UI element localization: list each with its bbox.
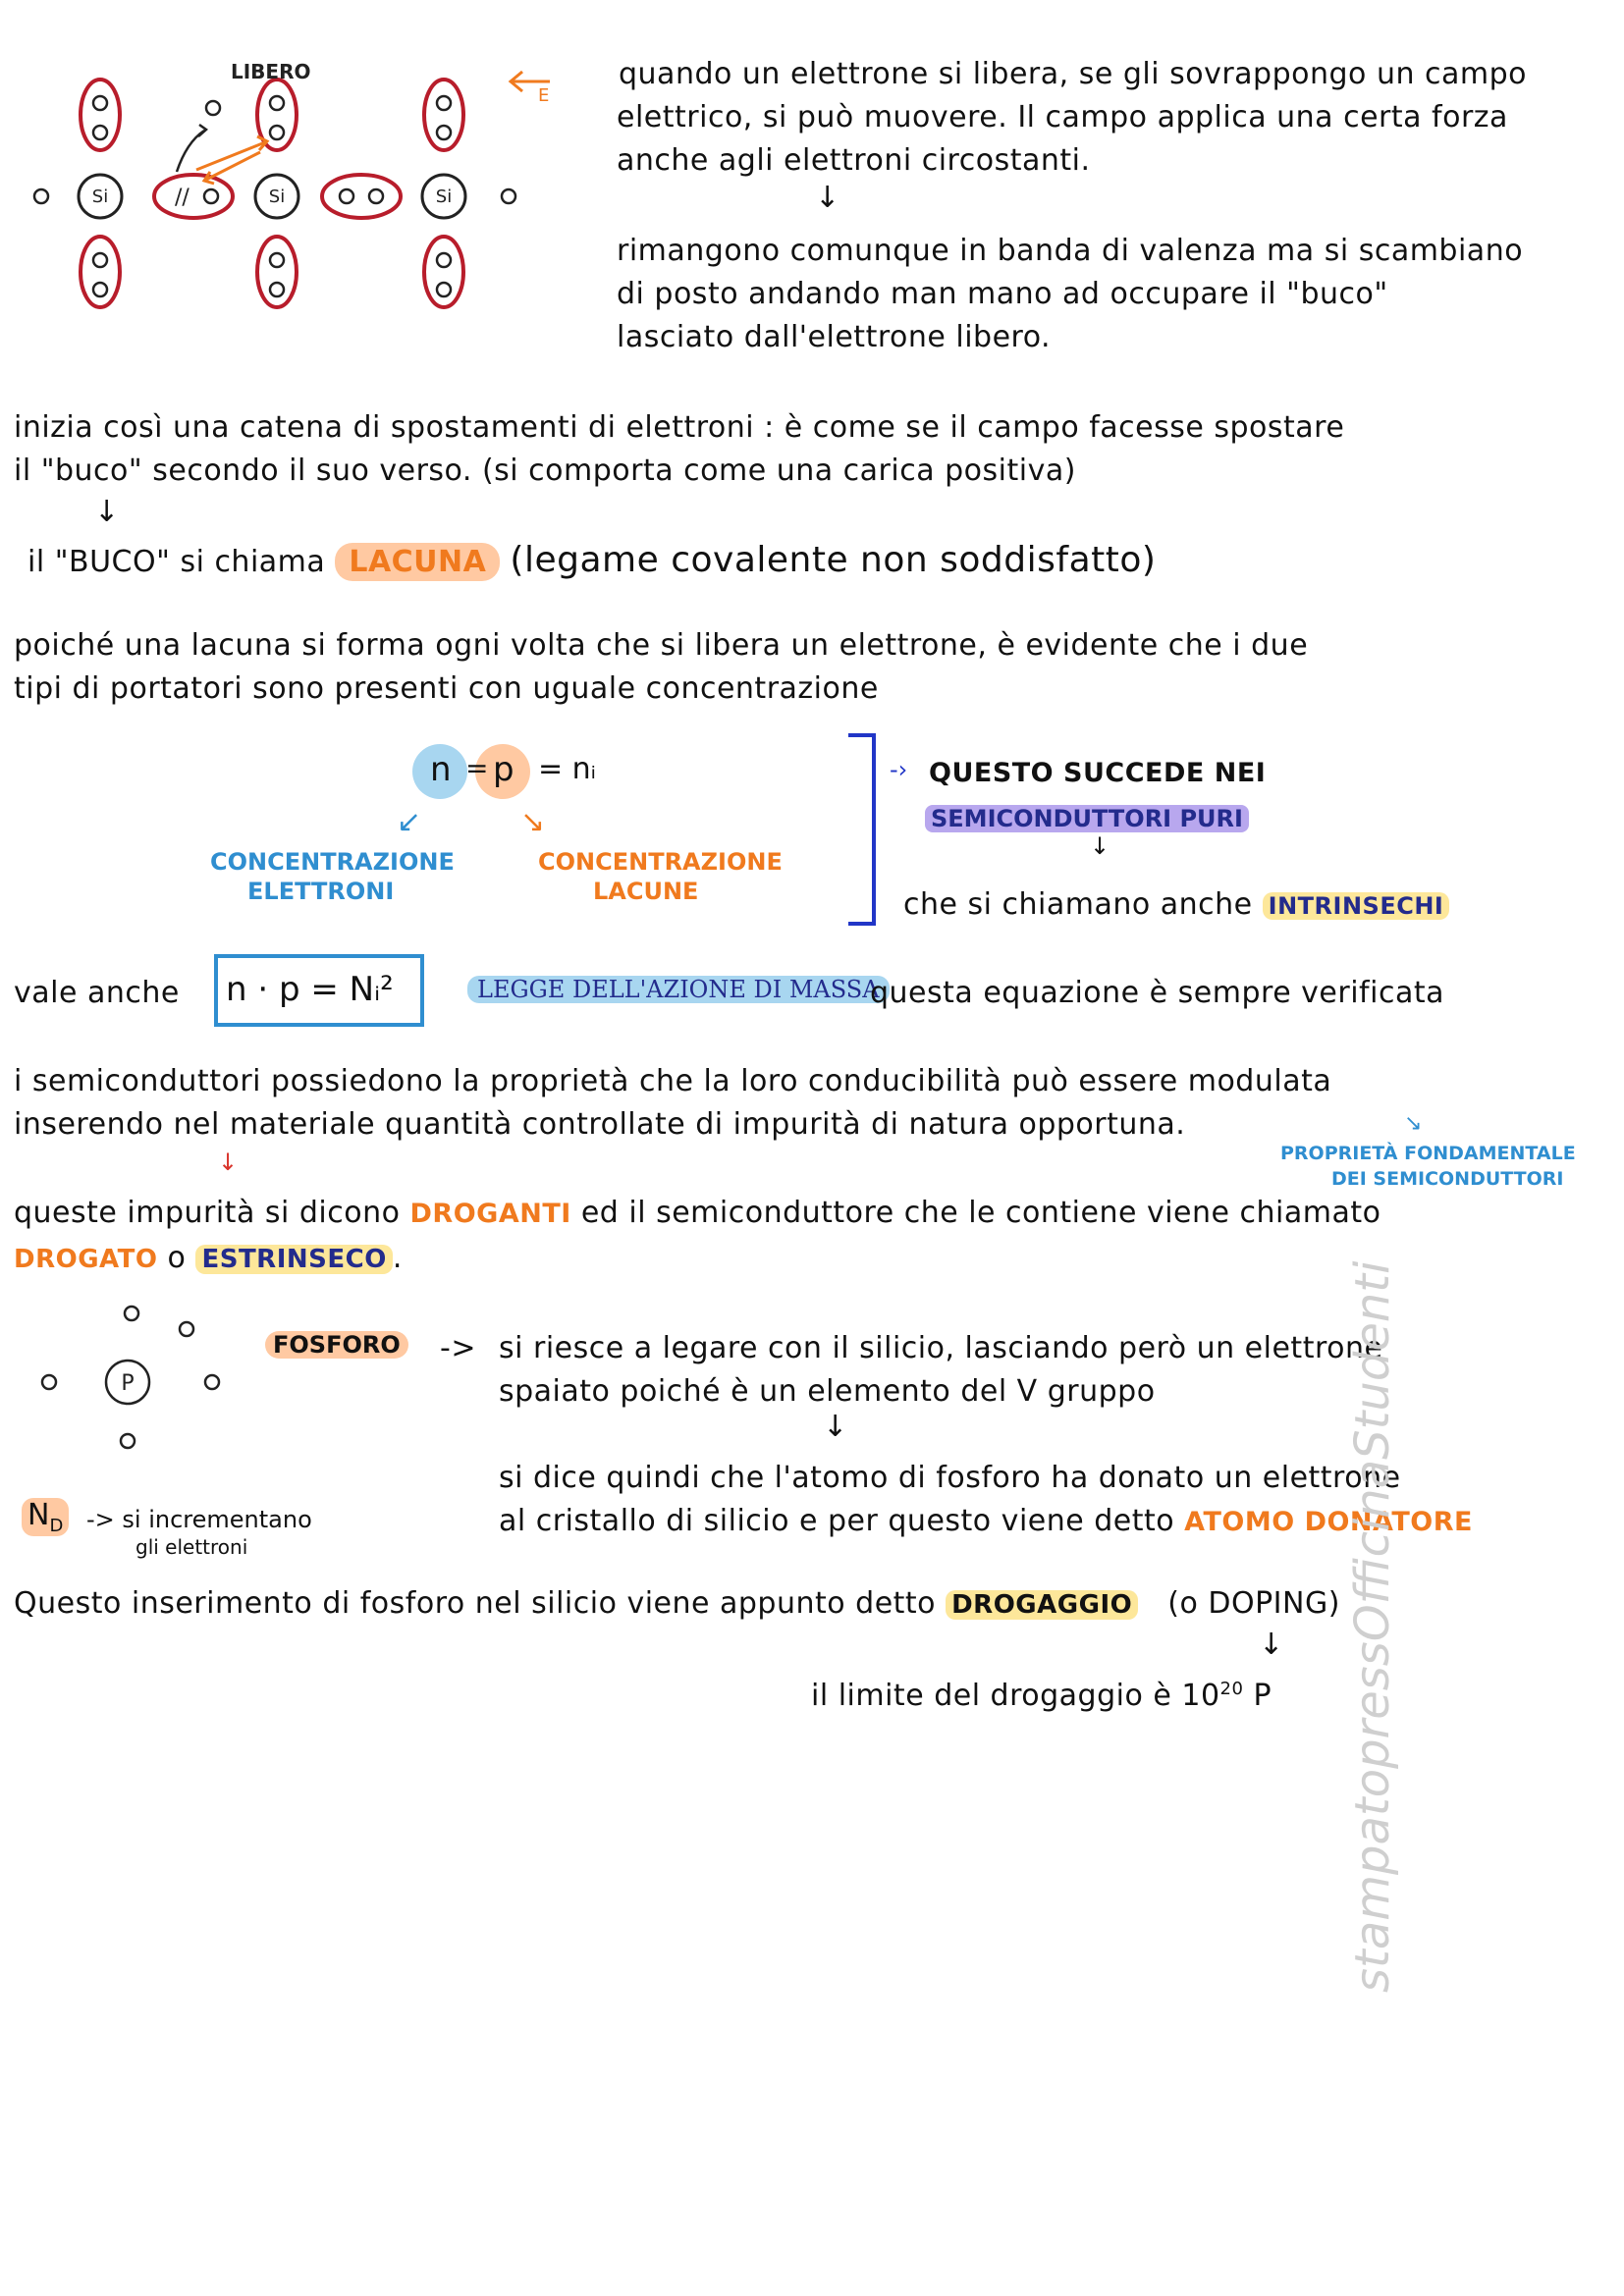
conc-lacune-2: LACUNE (593, 878, 699, 905)
limite-text: il limite del drogaggio è 10 (811, 1679, 1220, 1713)
si-atom-2: Si (268, 187, 286, 207)
legge-azione-massa (467, 976, 890, 1003)
p2-line1: inizia così una catena di spostamenti di elettroni : è come se il campo facesse spostare (14, 410, 1345, 445)
intrinseci-line (903, 887, 1449, 922)
p2-line2: il "buco" secondo il suo verso. (si comporta come una carica positiva) (14, 454, 1076, 488)
conc-lacune-1: CONCENTRAZIONE (538, 848, 783, 876)
limite-exp: 20 (1219, 1679, 1244, 1699)
p3-line2: tipi di portatori sono presenti con uguale concentrazione (14, 671, 879, 706)
limite-unit: P (1253, 1679, 1272, 1713)
vale-anche: vale anche (14, 976, 180, 1010)
note-arrow: ↘ (1404, 1111, 1423, 1136)
p4-line4 (14, 1241, 403, 1275)
conc-elettroni-1: CONCENTRAZIONE (210, 848, 455, 876)
fosforo-label: FOSFORO (265, 1331, 408, 1359)
field-label: E (538, 85, 550, 106)
nd-text1: -> si incrementano (86, 1506, 312, 1533)
drogaggio-term: DROGAGGIO (946, 1590, 1138, 1620)
nd-sub: D (49, 1516, 64, 1536)
si-atom-3: Si (435, 187, 453, 207)
buco-prefix: il "BUCO" si chiama (27, 545, 326, 579)
arrow-lacune: ↘ (520, 805, 546, 839)
fosforo-line4 (499, 1504, 1473, 1538)
sempre-verificata: questa equazione è sempre verificata (870, 976, 1444, 1010)
legge-text: LEGGE DELL'AZIONE DI MASSA (467, 976, 890, 1003)
note-line2: DEI SEMICONDUTTORI (1331, 1168, 1564, 1190)
down-arrow-4: ↓ (823, 1410, 848, 1444)
p3-line1: poiché una lacuna si forma ogni volta che si libera un elettrone, è evidente che i due (14, 628, 1309, 663)
p1-line1: quando un elettrone si libera, se gli sovrappongo un campo (619, 57, 1528, 91)
down-arrow-1: ↓ (815, 181, 840, 215)
limite-line (811, 1679, 1272, 1713)
questo-succede: QUESTO SUCCEDE NEI (929, 758, 1267, 788)
p4-line2: inserendo nel materiale quantità controllate di impurità di natura opportuna. (14, 1107, 1186, 1142)
p4-line1: i semiconduttori possiedono la proprietà che la loro conducibilità può essere modulata (14, 1064, 1332, 1098)
si-atom-1: Si (91, 187, 109, 207)
note-line1: PROPRIETÀ FONDAMENTALE (1280, 1143, 1576, 1164)
down-arrow-2: ↓ (94, 495, 120, 529)
bracket-arrow: -› (890, 756, 908, 783)
eq-equals: = (465, 752, 489, 784)
drogaggio-line (14, 1586, 1340, 1621)
fosforo-label-wrap (265, 1331, 408, 1359)
phosphorus-diagram (29, 1296, 245, 1453)
fosforo-line1: si riesce a legare con il silicio, lasciando però un elettrone (499, 1331, 1383, 1365)
intrinseci-prefix: che si chiamano anche (903, 887, 1253, 922)
eq-n: n (430, 750, 452, 789)
estrinseco-term: ESTRINSECO (195, 1245, 392, 1274)
p1-line6: lasciato dall'elettrone libero. (617, 320, 1052, 354)
impurita-suffix: ed il semiconduttore che le contiene viene chiamato (580, 1196, 1381, 1230)
libero-label: LIBERO (231, 60, 311, 83)
conc-elettroni-2: ELETTRONI (247, 878, 395, 905)
down-arrow-5: ↓ (1259, 1628, 1284, 1662)
semiconduttori-puri-text: SEMICONDUTTORI PURI (925, 805, 1249, 832)
p4-line3 (14, 1196, 1380, 1230)
buco-suffix: (legame covalente non soddisfatto) (510, 540, 1157, 580)
p1-line4: rimangono comunque in banda di valenza ma si scambiano (617, 234, 1524, 268)
p2-buco (27, 540, 1156, 580)
fosforo-arrow: -> (440, 1331, 476, 1365)
p-atom: P (121, 1371, 135, 1396)
arrow-elettroni: ↙ (397, 805, 422, 839)
nd-text2: gli elettroni (135, 1535, 248, 1559)
watermark: stampatopressOfficinaStudenti (1345, 1260, 1400, 1993)
formula: n · p = Nᵢ² (226, 970, 394, 1009)
droganti-term: DROGANTI (409, 1199, 571, 1229)
silicon-lattice-diagram (20, 54, 569, 339)
bracket (844, 731, 884, 928)
p1-line3: anche agli elettroni circostanti. (617, 143, 1091, 178)
atomo-donatore: ATOMO DONATORE (1184, 1507, 1473, 1537)
drogaggio-prefix: Questo inserimento di fosforo nel silicio viene appunto detto (14, 1586, 937, 1621)
eq-p: p (493, 750, 514, 789)
period: . (392, 1241, 403, 1275)
fosforo-line2: spaiato poiché è un elemento del V gruppo (499, 1374, 1156, 1409)
p1-line2: elettrico, si può muovere. Il campo applica una certa forza (617, 100, 1508, 134)
red-arrow: ↓ (218, 1148, 239, 1176)
drogato-term: DROGATO (14, 1245, 158, 1274)
semiconduttori-puri (925, 805, 1249, 832)
lacuna-term: LACUNA (335, 543, 500, 581)
o-word: o (167, 1241, 187, 1275)
p1-line5: di posto andando man mano ad occupare il "buco" (617, 277, 1388, 311)
eq-ni: = nᵢ (538, 752, 597, 786)
impurita-prefix: queste impurità si dicono (14, 1196, 401, 1230)
nd-symbol (22, 1498, 69, 1536)
nd-letter: N (27, 1498, 50, 1532)
doping: (o DOPING) (1167, 1586, 1340, 1621)
svg-text://: // (175, 186, 189, 210)
down-arrow-3: ↓ (1090, 832, 1110, 860)
intrinseci-term: INTRINSECHI (1263, 892, 1450, 920)
fosforo-line3: si dice quindi che l'atomo di fosforo ha donato un elettrone (499, 1461, 1401, 1495)
donatore-prefix: al cristallo di silicio e per questo viene detto (499, 1504, 1175, 1538)
